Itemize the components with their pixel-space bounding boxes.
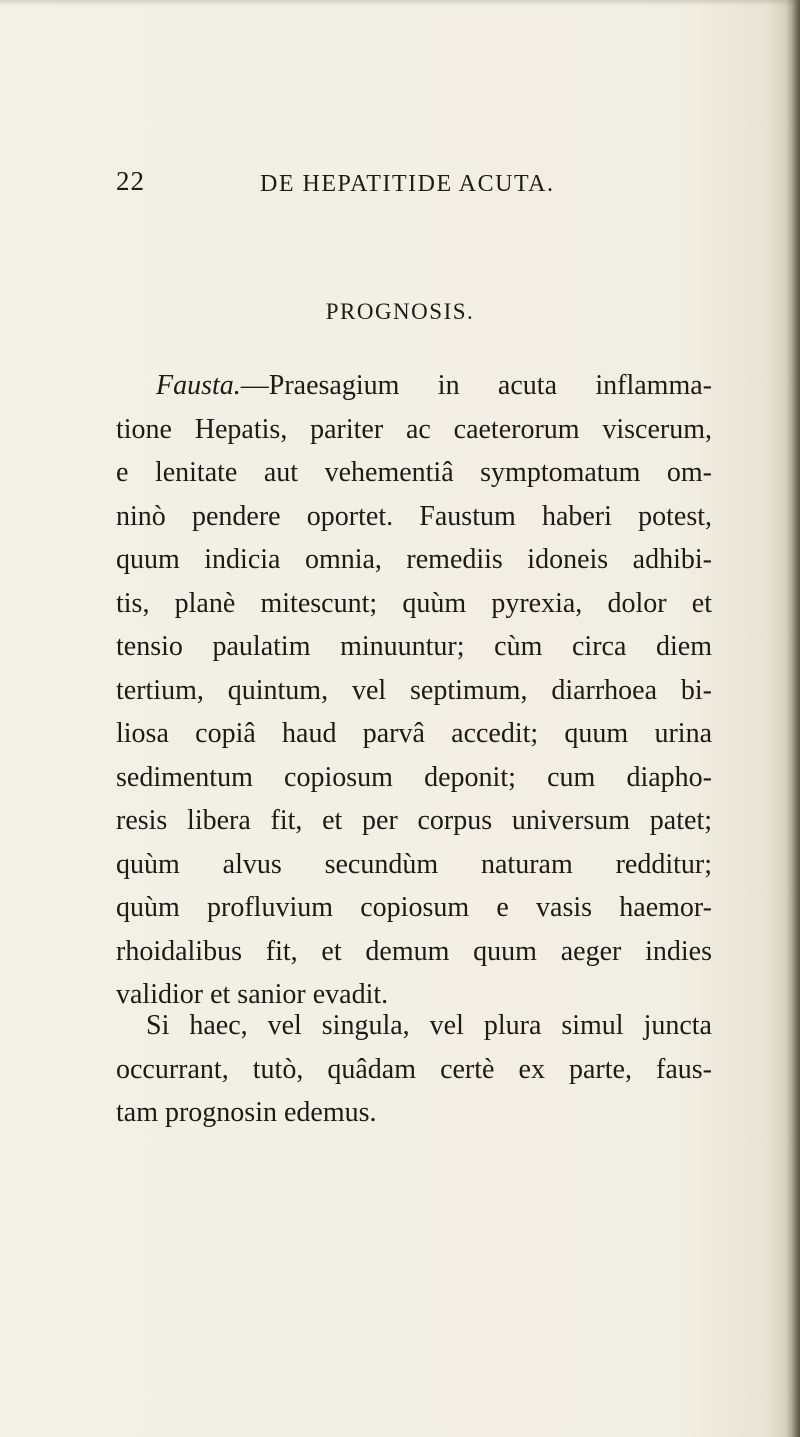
paragraph-conclusion (116, 1004, 712, 1135)
line-text: —Praesagium in acuta inflamma- (240, 370, 712, 401)
page-top-edge (0, 0, 800, 6)
page-number: 22 (116, 166, 145, 196)
paragraph-line: rhoidalibus fit, et demum quum aeger indies (116, 935, 712, 967)
section-title: PROGNOSIS. (325, 299, 475, 324)
paragraph-line: quum indicia omnia, remediis idoneis adhibi- (116, 544, 712, 575)
book-gutter-shadow (786, 0, 800, 1437)
paragraph-line: tione Hepatis, pariter ac caeterorum viscerum, (116, 413, 712, 445)
paragraph-line: tensio paulatim minuuntur; cùm circa diem (116, 631, 712, 662)
paragraph-line (116, 364, 712, 408)
running-head: DE HEPATITIDE ACUTA. (260, 171, 555, 197)
paragraph-line: ninò pendere oportet. Faustum haberi potest, (116, 500, 712, 532)
paragraph-line: validior et sanior evadit. (116, 979, 389, 1010)
paragraph-line: e lenitate aut vehementiâ symptomatum om- (116, 457, 712, 488)
paragraph-line: liosa copiâ haud parvâ accedit; quum urina (116, 718, 712, 749)
paragraph-line: sedimentum copiosum deponit; cum diapho- (116, 761, 712, 793)
paragraph-line: tam prognosin edemus. (116, 1097, 377, 1128)
paragraph-line: Si haec, vel singula, vel plura simul juncta (146, 1010, 712, 1041)
paragraph-fausta (116, 364, 712, 1017)
paragraph-line: quùm alvus secundùm naturam redditur; (116, 848, 712, 880)
lead-term: Fausta. (156, 370, 241, 401)
paragraph-line: tertium, quintum, vel septimum, diarrhoea bi- (116, 674, 712, 706)
paragraph-line: occurrant, tutò, quâdam certè ex parte, faus- (116, 1053, 712, 1085)
paragraph-line: resis libera fit, et per corpus universum patet; (116, 805, 712, 836)
paragraph-line: tis, planè mitescunt; quùm pyrexia, dolor et (116, 587, 712, 619)
paragraph-line: quùm profluvium copiosum e vasis haemor- (116, 892, 712, 923)
